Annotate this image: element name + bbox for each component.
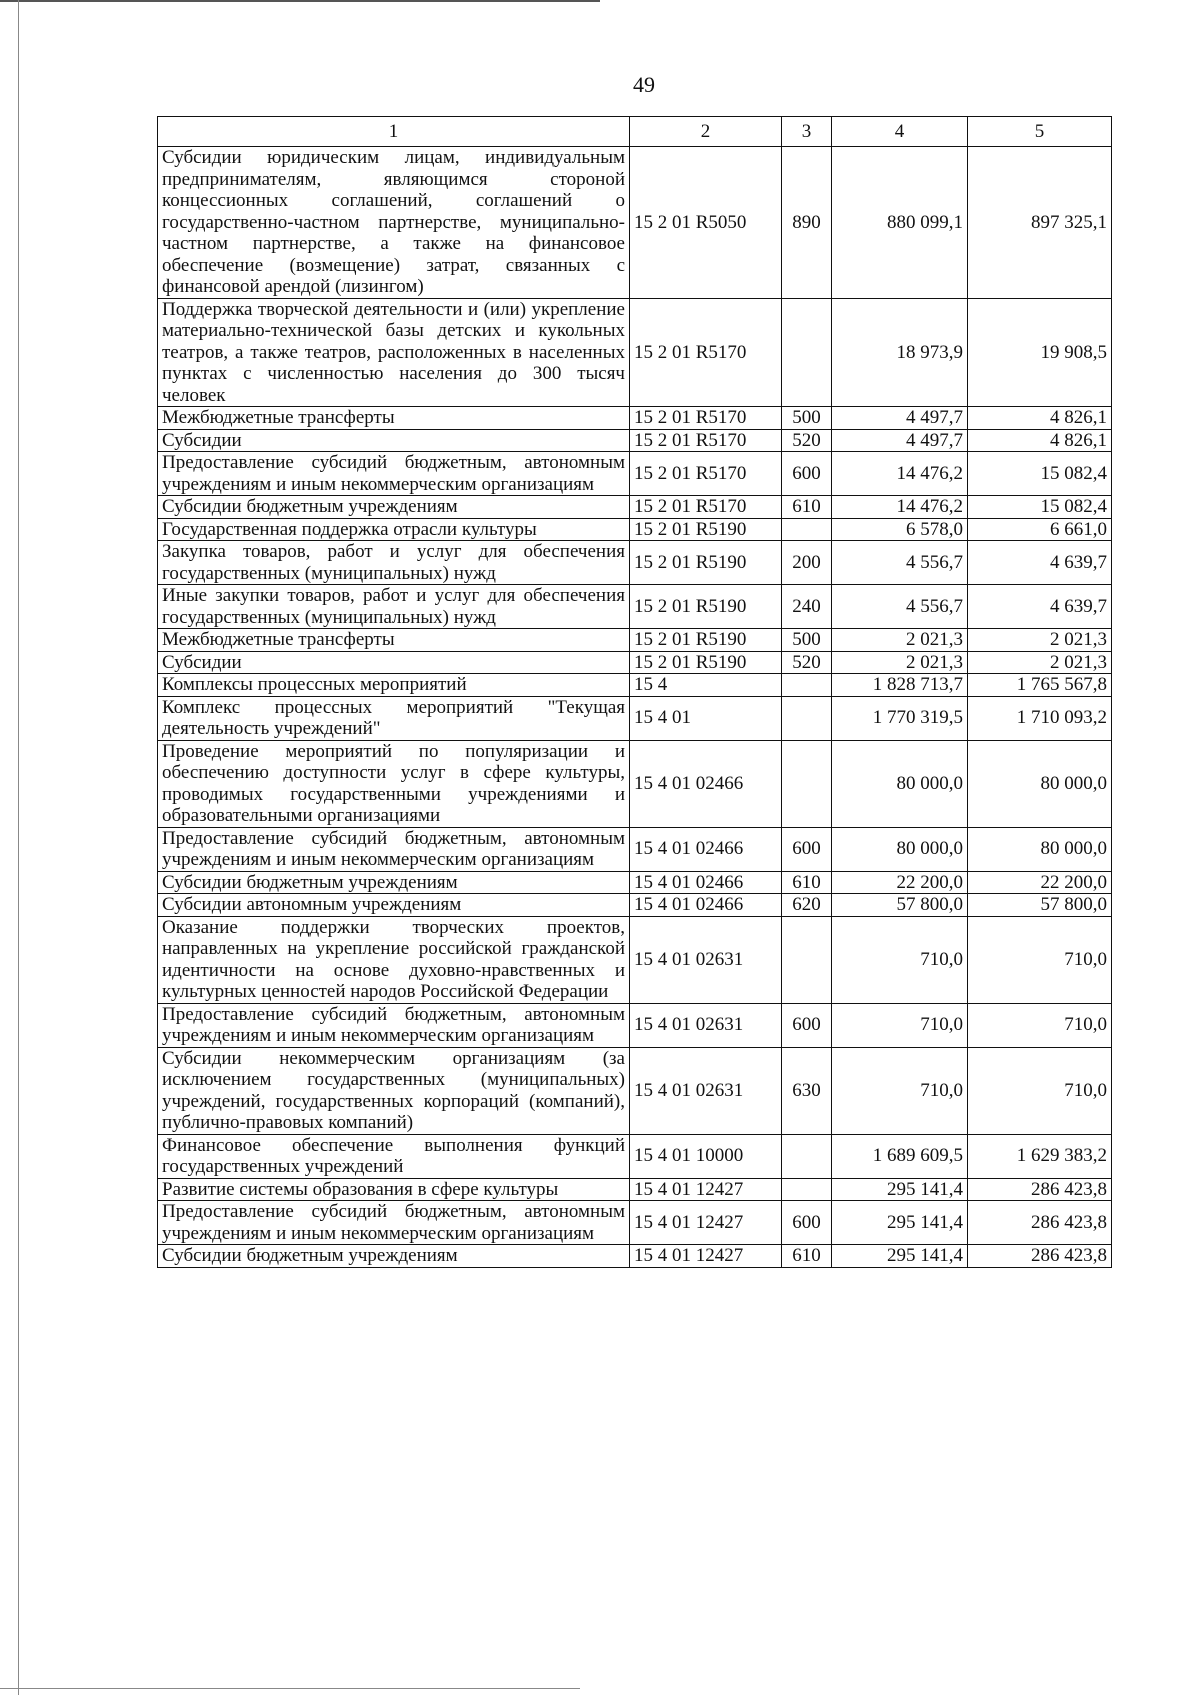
row-amount-year-1: 295 141,4 bbox=[832, 1201, 968, 1245]
row-expense-type: 500 bbox=[782, 629, 832, 652]
row-amount-year-2: 57 800,0 bbox=[968, 894, 1112, 917]
row-amount-year-2: 286 423,8 bbox=[968, 1201, 1112, 1245]
row-description: Субсидии автономным учреждениям bbox=[158, 894, 630, 917]
row-code: 15 4 01 bbox=[630, 696, 782, 740]
scan-edge-left bbox=[18, 0, 19, 1695]
row-amount-year-2: 80 000,0 bbox=[968, 740, 1112, 827]
table-row bbox=[158, 518, 1112, 541]
row-description: Финансовое обеспечение выполнения функций государственных учреждений bbox=[158, 1134, 630, 1178]
row-code: 15 4 01 12427 bbox=[630, 1178, 782, 1201]
row-expense-type bbox=[782, 1134, 832, 1178]
table-row bbox=[158, 1047, 1112, 1134]
row-expense-type: 630 bbox=[782, 1047, 832, 1134]
table-row bbox=[158, 827, 1112, 871]
row-description: Субсидии бюджетным учреждениям bbox=[158, 496, 630, 519]
table-row bbox=[158, 629, 1112, 652]
row-amount-year-1: 1 770 319,5 bbox=[832, 696, 968, 740]
header-row bbox=[158, 117, 1112, 147]
row-expense-type bbox=[782, 740, 832, 827]
table-row bbox=[158, 1134, 1112, 1178]
row-expense-type bbox=[782, 518, 832, 541]
row-amount-year-1: 80 000,0 bbox=[832, 740, 968, 827]
row-expense-type bbox=[782, 1178, 832, 1201]
row-amount-year-1: 14 476,2 bbox=[832, 452, 968, 496]
row-expense-type: 600 bbox=[782, 1201, 832, 1245]
table-row bbox=[158, 298, 1112, 407]
row-expense-type: 890 bbox=[782, 147, 832, 299]
row-expense-type: 600 bbox=[782, 1003, 832, 1047]
row-code: 15 2 01 R5170 bbox=[630, 452, 782, 496]
row-description: Межбюджетные трансферты bbox=[158, 407, 630, 430]
row-amount-year-2: 897 325,1 bbox=[968, 147, 1112, 299]
row-amount-year-1: 295 141,4 bbox=[832, 1245, 968, 1268]
row-amount-year-1: 80 000,0 bbox=[832, 827, 968, 871]
row-code: 15 4 01 02466 bbox=[630, 740, 782, 827]
row-amount-year-2: 4 826,1 bbox=[968, 429, 1112, 452]
row-amount-year-1: 880 099,1 bbox=[832, 147, 968, 299]
row-amount-year-2: 15 082,4 bbox=[968, 496, 1112, 519]
row-expense-type: 500 bbox=[782, 407, 832, 430]
row-amount-year-1: 1 828 713,7 bbox=[832, 674, 968, 697]
row-amount-year-1: 710,0 bbox=[832, 916, 968, 1003]
row-amount-year-1: 14 476,2 bbox=[832, 496, 968, 519]
row-code: 15 4 01 12427 bbox=[630, 1245, 782, 1268]
row-description: Развитие системы образования в сфере культуры bbox=[158, 1178, 630, 1201]
row-code: 15 2 01 R5190 bbox=[630, 585, 782, 629]
row-description: Поддержка творческой деятельности и (или) укрепление материально-технической базы детских и кукольных театров, а также театров, расположенных в населенных пунктах с численностью населения до 300 тысяч человек bbox=[158, 298, 630, 407]
row-expense-type: 610 bbox=[782, 496, 832, 519]
column-header: 1 bbox=[158, 117, 630, 147]
table-row bbox=[158, 871, 1112, 894]
row-amount-year-2: 710,0 bbox=[968, 1047, 1112, 1134]
row-expense-type: 600 bbox=[782, 827, 832, 871]
row-code: 15 4 01 02631 bbox=[630, 1047, 782, 1134]
row-amount-year-1: 295 141,4 bbox=[832, 1178, 968, 1201]
row-amount-year-1: 6 578,0 bbox=[832, 518, 968, 541]
row-expense-type bbox=[782, 298, 832, 407]
row-amount-year-1: 4 497,7 bbox=[832, 407, 968, 430]
row-amount-year-2: 4 826,1 bbox=[968, 407, 1112, 430]
row-amount-year-2: 1 710 093,2 bbox=[968, 696, 1112, 740]
row-description: Субсидии юридическим лицам, индивидуальным предпринимателям, являющимся стороной концессионных соглашений, соглашений о государственно-частном партнерстве, муниципально-частном партнерстве, а также на финансовое обеспечение (возмещение) затрат, связанных с финансовой арендой (лизингом) bbox=[158, 147, 630, 299]
row-code: 15 4 01 02466 bbox=[630, 827, 782, 871]
row-amount-year-2: 2 021,3 bbox=[968, 629, 1112, 652]
row-amount-year-1: 4 497,7 bbox=[832, 429, 968, 452]
row-description: Оказание поддержки творческих проектов, направленных на укрепление российской гражданской идентичности на основе духовно-нравственных и культурных ценностей народов Российской Федерации bbox=[158, 916, 630, 1003]
row-code: 15 2 01 R5190 bbox=[630, 651, 782, 674]
row-amount-year-1: 710,0 bbox=[832, 1003, 968, 1047]
row-amount-year-2: 22 200,0 bbox=[968, 871, 1112, 894]
row-expense-type: 520 bbox=[782, 651, 832, 674]
scan-edge-top bbox=[0, 0, 600, 2]
row-code: 15 2 01 R5170 bbox=[630, 496, 782, 519]
table-row bbox=[158, 147, 1112, 299]
row-expense-type bbox=[782, 916, 832, 1003]
row-amount-year-2: 4 639,7 bbox=[968, 585, 1112, 629]
row-amount-year-2: 286 423,8 bbox=[968, 1178, 1112, 1201]
table-body bbox=[158, 147, 1112, 1268]
row-description: Государственная поддержка отрасли культуры bbox=[158, 518, 630, 541]
row-expense-type bbox=[782, 696, 832, 740]
row-description: Комплексы процессных мероприятий bbox=[158, 674, 630, 697]
table-row bbox=[158, 1201, 1112, 1245]
row-expense-type: 520 bbox=[782, 429, 832, 452]
row-code: 15 2 01 R5170 bbox=[630, 429, 782, 452]
row-code: 15 4 bbox=[630, 674, 782, 697]
row-expense-type bbox=[782, 674, 832, 697]
row-description: Комплекс процессных мероприятий "Текущая деятельность учреждений" bbox=[158, 696, 630, 740]
row-code: 15 2 01 R5170 bbox=[630, 407, 782, 430]
row-amount-year-2: 1 629 383,2 bbox=[968, 1134, 1112, 1178]
row-amount-year-2: 710,0 bbox=[968, 1003, 1112, 1047]
table-row bbox=[158, 916, 1112, 1003]
row-description: Межбюджетные трансферты bbox=[158, 629, 630, 652]
row-description: Субсидии bbox=[158, 651, 630, 674]
row-description: Предоставление субсидий бюджетным, автономным учреждениям и иным некоммерческим организациям bbox=[158, 1201, 630, 1245]
table-row bbox=[158, 585, 1112, 629]
table-row bbox=[158, 541, 1112, 585]
row-amount-year-2: 286 423,8 bbox=[968, 1245, 1112, 1268]
row-amount-year-2: 6 661,0 bbox=[968, 518, 1112, 541]
row-amount-year-1: 2 021,3 bbox=[832, 651, 968, 674]
row-code: 15 4 01 12427 bbox=[630, 1201, 782, 1245]
row-expense-type: 610 bbox=[782, 1245, 832, 1268]
table-row bbox=[158, 674, 1112, 697]
row-code: 15 2 01 R5190 bbox=[630, 518, 782, 541]
column-header: 2 bbox=[630, 117, 782, 147]
row-amount-year-1: 1 689 609,5 bbox=[832, 1134, 968, 1178]
table-row bbox=[158, 696, 1112, 740]
row-code: 15 4 01 02631 bbox=[630, 1003, 782, 1047]
row-amount-year-2: 1 765 567,8 bbox=[968, 674, 1112, 697]
row-amount-year-1: 2 021,3 bbox=[832, 629, 968, 652]
budget-table bbox=[157, 116, 1112, 1268]
table-row bbox=[158, 452, 1112, 496]
table-row bbox=[158, 894, 1112, 917]
row-description: Субсидии некоммерческим организациям (за исключением государственных (муниципальных) учреждений, государственных корпораций (компаний), публично-правовых компаний) bbox=[158, 1047, 630, 1134]
row-code: 15 4 01 02631 bbox=[630, 916, 782, 1003]
row-description: Предоставление субсидий бюджетным, автономным учреждениям и иным некоммерческим организациям bbox=[158, 452, 630, 496]
row-amount-year-1: 18 973,9 bbox=[832, 298, 968, 407]
row-code: 15 2 01 R5190 bbox=[630, 541, 782, 585]
table-row bbox=[158, 1003, 1112, 1047]
row-code: 15 2 01 R5190 bbox=[630, 629, 782, 652]
row-amount-year-2: 710,0 bbox=[968, 916, 1112, 1003]
row-amount-year-1: 57 800,0 bbox=[832, 894, 968, 917]
row-amount-year-2: 4 639,7 bbox=[968, 541, 1112, 585]
table-row bbox=[158, 429, 1112, 452]
scan-edge-bottom bbox=[0, 1688, 580, 1689]
row-description: Субсидии бюджетным учреждениям bbox=[158, 871, 630, 894]
row-amount-year-1: 22 200,0 bbox=[832, 871, 968, 894]
table-row bbox=[158, 1178, 1112, 1201]
row-code: 15 4 01 10000 bbox=[630, 1134, 782, 1178]
row-amount-year-2: 15 082,4 bbox=[968, 452, 1112, 496]
row-amount-year-1: 4 556,7 bbox=[832, 585, 968, 629]
table-row bbox=[158, 1245, 1112, 1268]
row-description: Иные закупки товаров, работ и услуг для обеспечения государственных (муниципальных) нужд bbox=[158, 585, 630, 629]
row-code: 15 4 01 02466 bbox=[630, 894, 782, 917]
row-amount-year-2: 19 908,5 bbox=[968, 298, 1112, 407]
row-expense-type: 200 bbox=[782, 541, 832, 585]
row-amount-year-2: 80 000,0 bbox=[968, 827, 1112, 871]
column-header: 5 bbox=[968, 117, 1112, 147]
row-description: Предоставление субсидий бюджетным, автономным учреждениям и иным некоммерческим организациям bbox=[158, 827, 630, 871]
row-description: Предоставление субсидий бюджетным, автономным учреждениям и иным некоммерческим организациям bbox=[158, 1003, 630, 1047]
page-number: 49 bbox=[633, 72, 655, 97]
row-expense-type: 240 bbox=[782, 585, 832, 629]
row-description: Субсидии бюджетным учреждениям bbox=[158, 1245, 630, 1268]
row-amount-year-2: 2 021,3 bbox=[968, 651, 1112, 674]
row-code: 15 2 01 R5170 bbox=[630, 298, 782, 407]
column-header: 4 bbox=[832, 117, 968, 147]
table-row bbox=[158, 651, 1112, 674]
row-description: Субсидии bbox=[158, 429, 630, 452]
column-header: 3 bbox=[782, 117, 832, 147]
row-expense-type: 600 bbox=[782, 452, 832, 496]
table-row bbox=[158, 740, 1112, 827]
row-code: 15 2 01 R5050 bbox=[630, 147, 782, 299]
row-code: 15 4 01 02466 bbox=[630, 871, 782, 894]
row-expense-type: 620 bbox=[782, 894, 832, 917]
row-expense-type: 610 bbox=[782, 871, 832, 894]
row-amount-year-1: 4 556,7 bbox=[832, 541, 968, 585]
table-row bbox=[158, 407, 1112, 430]
table-row bbox=[158, 496, 1112, 519]
row-amount-year-1: 710,0 bbox=[832, 1047, 968, 1134]
row-description: Проведение мероприятий по популяризации и обеспечению доступности услуг в сфере культуры, проводимых государственными учреждениями и образовательными организациями bbox=[158, 740, 630, 827]
row-description: Закупка товаров, работ и услуг для обеспечения государственных (муниципальных) нужд bbox=[158, 541, 630, 585]
